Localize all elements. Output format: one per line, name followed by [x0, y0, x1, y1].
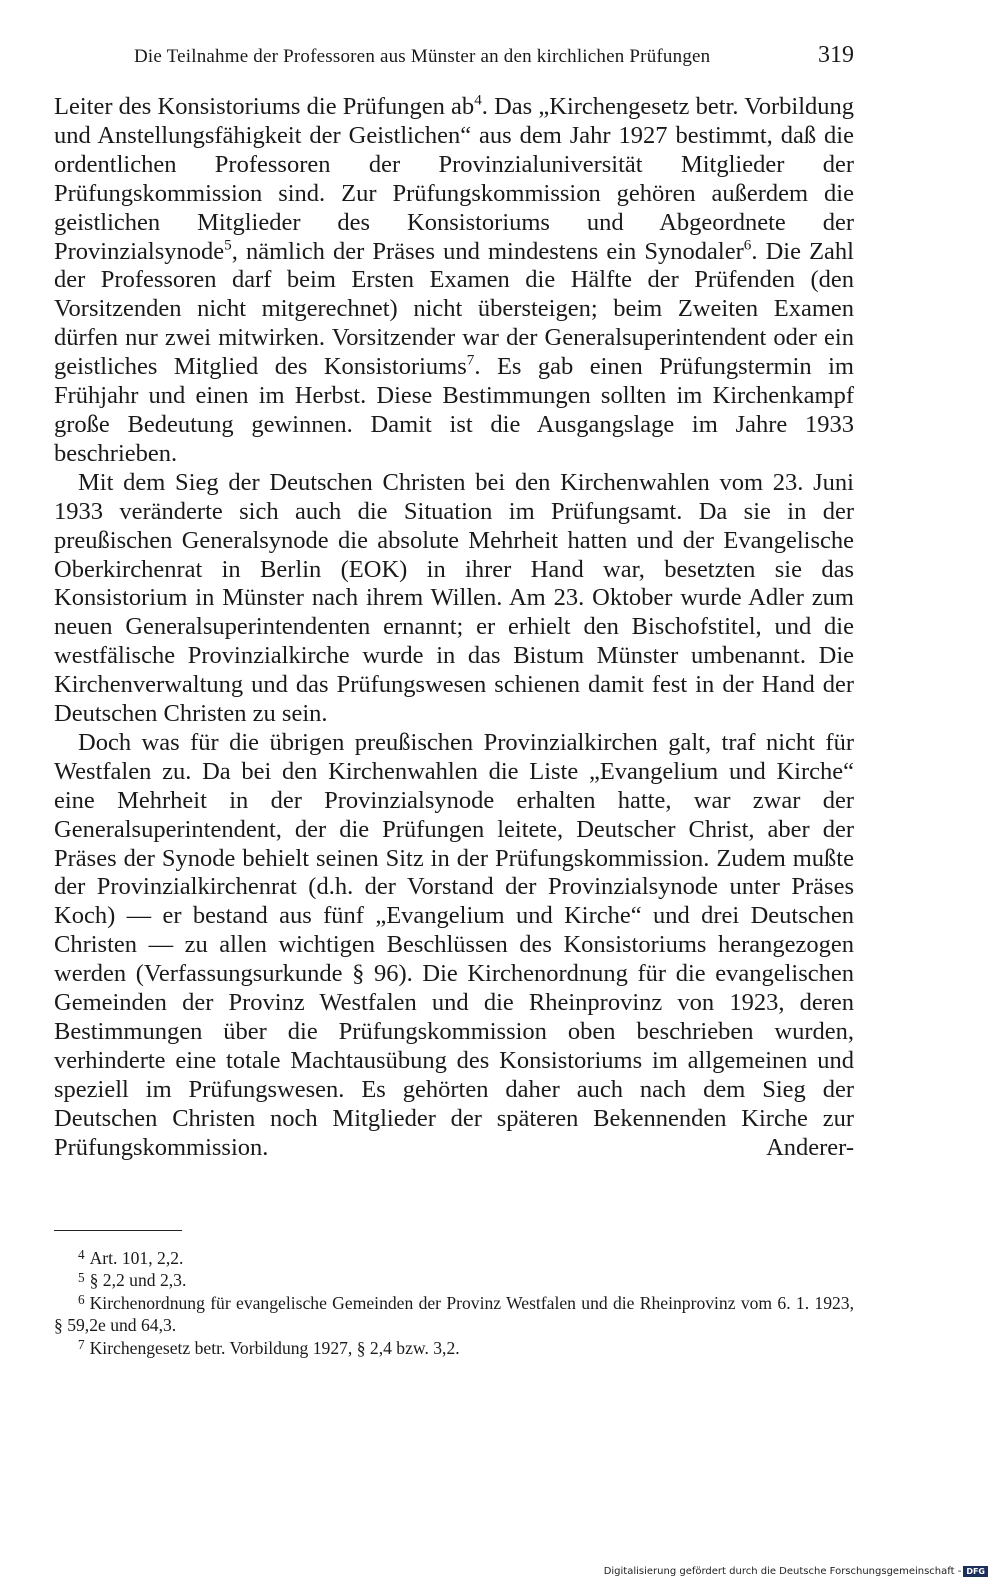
- footnotes: [54, 1247, 854, 1359]
- page-number: 319: [818, 42, 854, 68]
- text-run: , nämlich der Präses und mindestens ein Synodaler: [231, 237, 744, 265]
- text-run: Mit dem Sieg der Deutschen Christen bei den Kirchenwahlen vom 23. Juni 1933 veränderte sich auch die Situation im Prüfungsamt. Da sie in der preußischen Generalsynode die absolute Mehrheit hatten und der Evangelische Oberkirchenrat in Berlin (EOK) in ihrer Hand war, besetzten sie das Konsistorium in Münster nach ihrem Willen. Am 23. Oktober wurde Adler zum neuen Generalsuperintendenten ernannt; er erhielt den Bischofstitel, und die westfälische Provinzialkirche wurde in das Bistum Münster umbenannt. Die Kirchenverwaltung und das Prüfungswesen schienen damit fest in der Hand der Deutschen Christen zu sein.: [54, 468, 854, 728]
- footnote-ref-5[interactable]: 5: [224, 236, 232, 254]
- paragraph-2: [54, 469, 854, 729]
- text-run: Leiter des Konsistoriums die Prüfungen ab: [54, 93, 475, 120]
- footnote-text: Art. 101, 2,2.: [89, 1248, 184, 1268]
- footnote-text: § 2,2 und 2,3.: [89, 1270, 187, 1291]
- footnote-7: [54, 1337, 854, 1359]
- footnote-5: [54, 1269, 854, 1291]
- footnote-mark: 5: [78, 1269, 85, 1285]
- body-text: [54, 93, 854, 1163]
- footnote-ref-7[interactable]: 7: [466, 351, 475, 369]
- digitization-credit: [604, 1566, 988, 1577]
- footnote-divider: [54, 1230, 182, 1231]
- paragraph-1: [54, 93, 854, 469]
- footnote-text: Kirchengesetz betr. Vorbildung 1927, § 2,4 bzw. 3,2.: [89, 1337, 460, 1358]
- footnote-4: [54, 1247, 854, 1269]
- footnote-ref-4[interactable]: 4: [474, 91, 482, 109]
- text-run: . Die Zahl der Professoren darf beim Ersten Examen die Hälfte der Prüfenden (den Vorsitzenden nicht mitgerechnet) nicht übersteigen; beim Zweiten Examen dürfen nur zwei mitwirken. Vorsitzender war der Generalsuperintendent oder ein geistliches Mitglied des Konsistoriums: [54, 237, 854, 381]
- dfg-logo: DFG: [963, 1566, 988, 1577]
- footnote-mark: 4: [78, 1247, 85, 1263]
- running-header: [54, 42, 854, 74]
- text-run: . Es gab einen Prüfungstermin im Frühjahr und einen im Herbst. Diese Bestimmungen sollten im Kirchenkampf große Bedeutung gewinnen. Damit ist die Ausgangslage im Jahre 1933 beschrieben.: [54, 353, 854, 467]
- footnote-mark: 6: [78, 1292, 85, 1308]
- footnote-6: [54, 1292, 854, 1337]
- text-run: Doch was für die übrigen preußischen Provinzialkirchen galt, traf nicht für Westfalen zu. Da bei den Kirchenwahlen die Liste „Evangelium und Kirche“ eine Mehrheit in der Provinzialsynode erhalten hatte, war zwar der Generalsuperintendent, der die Prüfungen leitete, Deutscher Christ, aber der Präses der Synode behielt seinen Sitz in der Prüfungskommission. Zudem mußte der Provinzialkirchenrat (d.h. der Vorstand der Provinzialsynode unter Präses Koch) — er bestand aus fünf „Evangelium und Kirche“ und drei Deutschen Christen — zu allen wichtigen Beschlüssen des Konsistoriums herangezogen werden (Verfassungsurkunde § 96). Die Kirchenordnung für die evangelischen Gemeinden der Provinz Westfalen und die Rheinprovinz von 1923, deren Bestimmungen über die Prüfungskommission oben beschrieben wurden, verhinderte eine totale Machtausübung des Konsistoriums im allgemeinen und speziell im Prüfungswesen. Es gehörten daher auch nach dem Sieg der Deutschen Christen noch Mitglieder der späteren Bekennenden Kirche zur Prüfungskommission. Anderer-: [54, 728, 854, 1161]
- footnote-ref-6[interactable]: 6: [743, 236, 752, 254]
- running-title: Die Teilnahme der Professoren aus Münster an den kirchlichen Prüfungen: [134, 46, 711, 67]
- text-run: . Das „Kirchengesetz betr. Vorbildung und Anstellungsfähigkeit der Geistlichen“ aus dem Jahr 1927 bestimmt, daß die ordentlichen Professoren der Provinzialuniversität Mitglieder der Prüfungskommission sind. Zur Prüfungskommission gehören außerdem die geistlichen Mitglieder des Konsistoriums und Abgeordnete der Provinzialsynode: [54, 93, 855, 265]
- footnote-text: Kirchenordnung für evangelische Gemeinden der Provinz Westfalen und die Rheinprovinz vom 6. 1. 1923, § 59,2e und 64,3.: [54, 1292, 854, 1336]
- credit-text: Digitalisierung gefördert durch die Deutsche Forschungsgemeinschaft -: [603, 1566, 962, 1577]
- paragraph-3: [54, 729, 854, 1163]
- footnote-mark: 7: [78, 1337, 85, 1353]
